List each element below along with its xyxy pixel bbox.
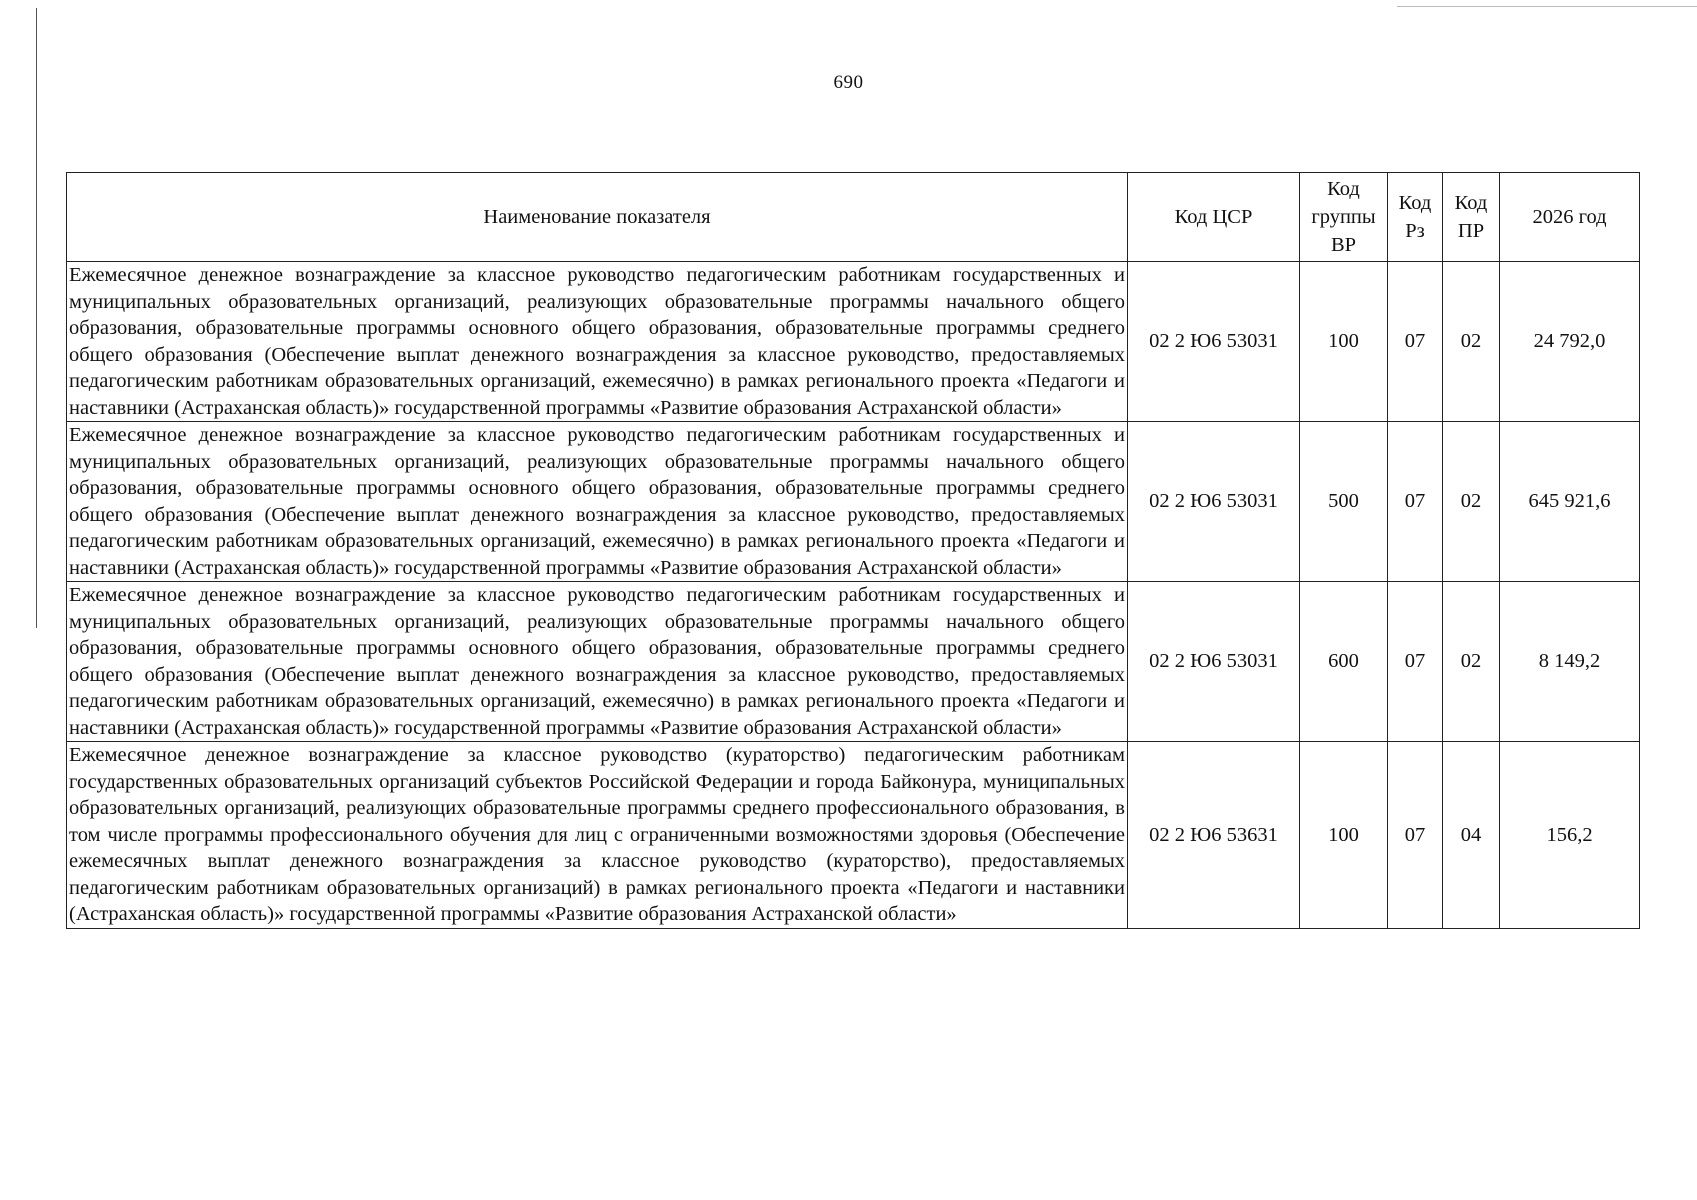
row-name: Ежемесячное денежное вознаграждение за классное руководство педагогическим работникам государственных и муниципальных образовательных организаций, реализующих образовательные программы начального общего образования, образовательные программы основного общего образования, образовательные программы среднего общего образования (Обеспечение выплат денежного вознаграждения за классное руководство, предоставляемых педагогическим работникам образовательных организаций, ежемесячно) в рамках регионального проекта «Педагоги и наставники (Астраханская область)» государственной программы «Развитие образования Астраханской области» bbox=[67, 422, 1128, 582]
table-row bbox=[67, 422, 1640, 582]
row-rz: 07 bbox=[1388, 742, 1443, 929]
row-pr: 02 bbox=[1443, 582, 1500, 742]
table-header-row bbox=[67, 173, 1640, 262]
row-name: Ежемесячное денежное вознаграждение за классное руководство (кураторство) педагогическим работникам государственных образовательных организаций субъектов Российской Федерации и города Байконура, муниципальных образовательных организаций, реализующих образовательные программы среднего профессионального образования, в том числе программы профессионального обучения для лиц с ограниченными возможностями здоровья (Обеспечение ежемесячных выплат денежного вознаграждения за классное руководство (кураторство), предоставляемых педагогическим работникам образовательных организаций) в рамках регионального проекта «Педагоги и наставники (Астраханская область)» государственной программы «Развитие образования Астраханской области» bbox=[67, 742, 1128, 929]
header-rz: Код Рз bbox=[1388, 173, 1443, 262]
row-pr: 04 bbox=[1443, 742, 1500, 929]
row-csr: 02 2 Ю6 53631 bbox=[1128, 742, 1300, 929]
header-year: 2026 год bbox=[1500, 173, 1640, 262]
row-rz: 07 bbox=[1388, 262, 1443, 422]
row-pr: 02 bbox=[1443, 262, 1500, 422]
table-row bbox=[67, 262, 1640, 422]
header-name: Наименование показателя bbox=[67, 173, 1128, 262]
row-name: Ежемесячное денежное вознаграждение за классное руководство педагогическим работникам государственных и муниципальных образовательных организаций, реализующих образовательные программы начального общего образования, образовательные программы основного общего образования, образовательные программы среднего общего образования (Обеспечение выплат денежного вознаграждения за классное руководство, предоставляемых педагогическим работникам образовательных организаций, ежемесячно) в рамках регионального проекта «Педагоги и наставники (Астраханская область)» государственной программы «Развитие образования Астраханской области» bbox=[67, 262, 1128, 422]
header-vr: Код группы ВР bbox=[1300, 173, 1388, 262]
table-row bbox=[67, 742, 1640, 929]
row-rz: 07 bbox=[1388, 582, 1443, 742]
row-csr: 02 2 Ю6 53031 bbox=[1128, 422, 1300, 582]
scan-edge-top bbox=[1397, 6, 1697, 7]
row-rz: 07 bbox=[1388, 422, 1443, 582]
row-amount: 156,2 bbox=[1500, 742, 1640, 929]
row-vr: 600 bbox=[1300, 582, 1388, 742]
page-number: 690 bbox=[833, 72, 864, 93]
row-pr: 02 bbox=[1443, 422, 1500, 582]
row-amount: 24 792,0 bbox=[1500, 262, 1640, 422]
row-amount: 645 921,6 bbox=[1500, 422, 1640, 582]
row-vr: 100 bbox=[1300, 742, 1388, 929]
row-csr: 02 2 Ю6 53031 bbox=[1128, 582, 1300, 742]
row-name: Ежемесячное денежное вознаграждение за классное руководство педагогическим работникам государственных и муниципальных образовательных организаций, реализующих образовательные программы начального общего образования, образовательные программы основного общего образования, образовательные программы среднего общего образования (Обеспечение выплат денежного вознаграждения за классное руководство, предоставляемых педагогическим работникам образовательных организаций, ежемесячно) в рамках регионального проекта «Педагоги и наставники (Астраханская область)» государственной программы «Развитие образования Астраханской области» bbox=[67, 582, 1128, 742]
row-vr: 100 bbox=[1300, 262, 1388, 422]
scan-edge-left bbox=[36, 8, 37, 628]
header-csr: Код ЦСР bbox=[1128, 173, 1300, 262]
row-vr: 500 bbox=[1300, 422, 1388, 582]
row-amount: 8 149,2 bbox=[1500, 582, 1640, 742]
table-row bbox=[67, 582, 1640, 742]
row-csr: 02 2 Ю6 53031 bbox=[1128, 262, 1300, 422]
header-pr: Код ПР bbox=[1443, 173, 1500, 262]
budget-table bbox=[66, 172, 1640, 929]
